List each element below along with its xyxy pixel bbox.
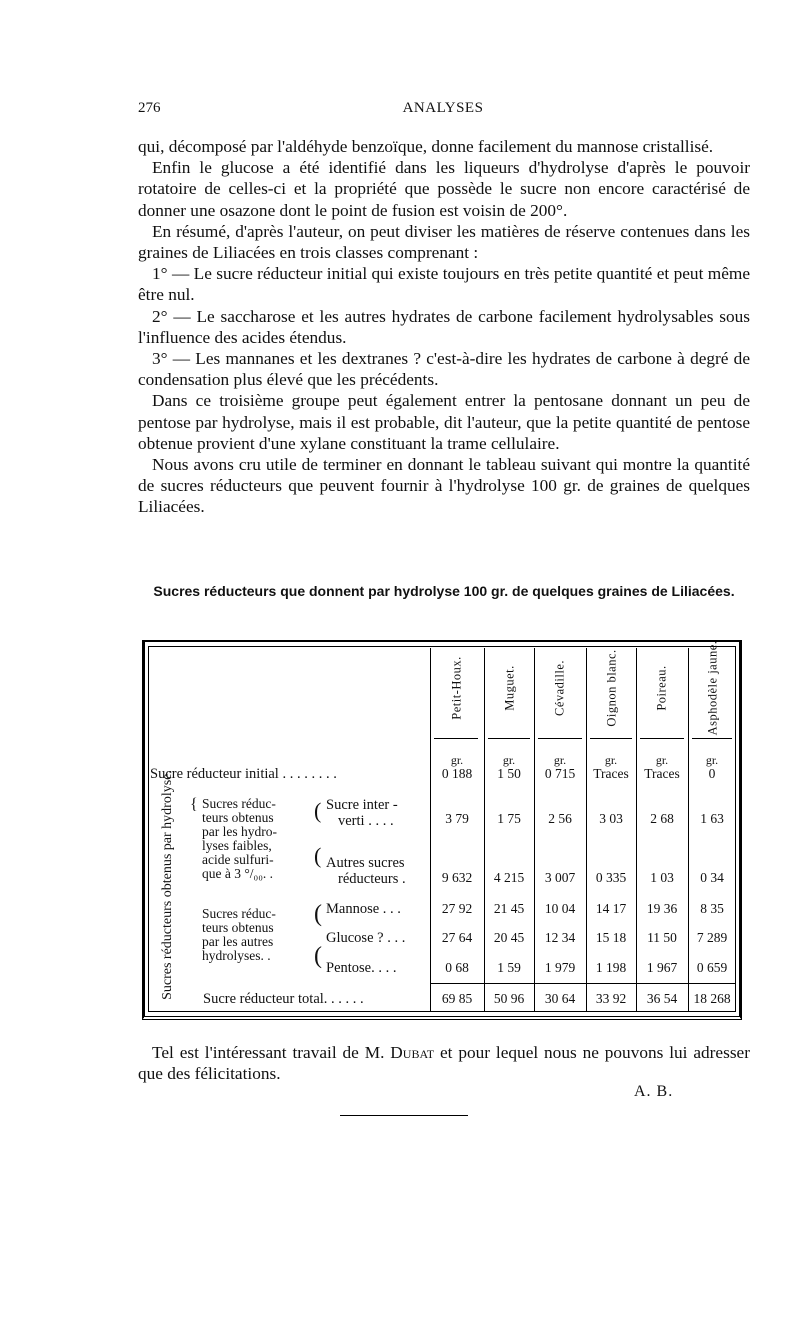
column-header: Asphodèle jaune. — [705, 640, 720, 736]
unit-label: gr. — [450, 753, 464, 767]
paragraph: Dans ce troisième groupe peut également entrer la pentosane donnant un peu de pentose par hydrolyse, mais il est probable, dit l'auteur, que la petite quantité de pentose obtenue provient d'une xylane constituant la trame cellulaire. — [138, 391, 750, 453]
label-strong: Sucres réduc- — [202, 906, 276, 921]
header-underline — [488, 738, 530, 739]
header-underline — [538, 738, 582, 739]
header-underline — [590, 738, 632, 739]
paragraph: Nous avons cru utile de terminer en donnant le tableau suivant qui montre la quantité de sucres réducteurs que peuvent fournir à l'hydrolyse 100 gr. de graines de quelques Liliacées. — [138, 455, 750, 517]
table-cell: 50 96 — [493, 991, 525, 1006]
table-cell: 1 967 — [646, 960, 678, 975]
label-weak: teurs obtenus — [202, 810, 274, 825]
brace: ( — [314, 843, 322, 868]
table-cell: 1 63 — [700, 811, 724, 826]
table-caption: Sucres réducteurs que donnent par hydrolyse 100 gr. de quelques graines de Liliacées. — [153, 583, 735, 599]
body-text — [138, 136, 750, 518]
table-cell: 0 335 — [595, 870, 627, 885]
unit-label: gr. — [553, 753, 567, 767]
table-cell: 27 92 — [441, 901, 473, 916]
row-label-initial: Sucre réducteur initial . . . . . . . . — [150, 766, 337, 782]
unit-label: gr. — [705, 753, 719, 767]
running-header — [138, 100, 748, 122]
header-underline — [434, 738, 478, 739]
running-title: ANALYSES — [402, 100, 484, 116]
table-cell: 4 215 — [493, 870, 525, 885]
label-weak: que à 3 °/₀₀. . — [202, 866, 274, 881]
brace: ( — [314, 901, 322, 927]
table-cell: 3 007 — [544, 870, 576, 885]
unit-label: gr. — [502, 753, 516, 767]
label-other: Autres sucres — [326, 855, 405, 871]
header-underline — [692, 738, 732, 739]
table-cell: 1 03 — [650, 870, 674, 885]
column-divider — [430, 648, 431, 1012]
label-strong: par les autres — [202, 934, 274, 949]
brace: { — [190, 796, 198, 813]
column-header: Poireau. — [654, 665, 669, 711]
table-cell: 69 85 — [441, 991, 473, 1006]
table-cell: 21 45 — [493, 901, 525, 916]
label-weak: Sucres réduc- — [202, 796, 276, 811]
table-cell: 1 198 — [595, 960, 627, 975]
row-label-total: Sucre réducteur total. . . . . . — [203, 991, 364, 1007]
table-cell: 14 17 — [595, 901, 627, 916]
table-cell: Traces — [593, 766, 629, 781]
table-cell: 0 188 — [441, 766, 473, 781]
table-cell: 11 50 — [647, 930, 677, 945]
total-separator — [430, 983, 735, 984]
label-weak: acide sulfuri- — [202, 852, 274, 867]
table-cell: 3 03 — [599, 811, 623, 826]
label-pentose: Pentose. . . . — [326, 960, 397, 976]
label-weak: par les hydro- — [202, 824, 277, 839]
table-cell: 3 79 — [445, 811, 469, 826]
column-header: Petit-Houx. — [449, 656, 464, 720]
table-cell: 1 59 — [497, 960, 521, 975]
table-cell: 15 18 — [595, 930, 627, 945]
paragraph: qui, décomposé par l'aldéhyde benzoïque, donne facilement du mannose cristallisé. — [138, 137, 714, 156]
table-cell: 30 64 — [544, 991, 576, 1006]
group-label-vertical: Sucres réducteurs obtenus par hydrolyse. — [160, 770, 175, 1000]
table-cell: 9 632 — [441, 870, 473, 885]
header-underline — [640, 738, 684, 739]
table-cell: 36 54 — [646, 991, 678, 1006]
page-number: 276 — [138, 100, 161, 116]
paragraph: En résumé, d'après l'auteur, on peut diviser les matières de réserve contenues dans les graines de Liliacées en trois classes comprenant : — [138, 221, 750, 263]
table-cell: 1 50 — [497, 766, 521, 781]
table-cell: 1 75 — [497, 811, 521, 826]
table-cell: 10 04 — [544, 901, 576, 916]
unit-label: gr. — [604, 753, 618, 767]
table-cell: 0 715 — [544, 766, 576, 781]
paragraph: Enfin le glucose a été identifié dans les liqueurs d'hydrolyse d'après le pouvoir rotatoire de celles-ci et la propriété que possède le sucre non encore caractérisé de donner une osazone dont le point de fusion est voisin de 200°. — [138, 158, 750, 220]
unit-label: gr. — [655, 753, 669, 767]
label-weak: lyses faibles, — [202, 838, 272, 853]
label-mannose: Mannose . . . — [326, 901, 401, 917]
table-cell: 33 92 — [595, 991, 627, 1006]
brace: ( — [314, 943, 322, 969]
label-other: réducteurs . — [338, 871, 406, 887]
table-cell: 2 56 — [548, 811, 572, 826]
brace: ( — [314, 798, 322, 823]
label-strong: hydrolyses. . — [202, 948, 271, 963]
table-cell: 0 659 — [696, 960, 728, 975]
author-name: Dubat — [390, 1043, 435, 1062]
table-cell: 8 35 — [700, 901, 724, 916]
table-cell: 12 34 — [544, 930, 576, 945]
label-invert: verti . . . . — [338, 813, 394, 829]
column-header: Muguet. — [502, 665, 517, 711]
table-cell: 2 68 — [650, 811, 674, 826]
signature: A. B. — [634, 1083, 674, 1100]
column-header: Oignon blanc. — [604, 649, 619, 727]
label-invert: Sucre inter - — [326, 797, 398, 813]
label-strong: teurs obtenus — [202, 920, 274, 935]
table-cell: 27 64 — [441, 930, 473, 945]
table-cell: 7 289 — [696, 930, 728, 945]
column-header: Cévadille. — [552, 659, 567, 717]
table-cell: Traces — [644, 766, 680, 781]
table-cell: 19 36 — [646, 901, 678, 916]
closing-rule — [340, 1115, 468, 1116]
table-cell: 0 — [708, 766, 716, 781]
paragraph: 2° — Le saccharose et les autres hydrates de carbone facilement hydrolysables sous l'influence des acides étendus. — [138, 306, 750, 347]
table-cell: 1 979 — [544, 960, 576, 975]
table-cell: 18 268 — [693, 991, 731, 1006]
table-cell: 0 34 — [700, 870, 724, 885]
paragraph: 1° — Le sucre réducteur initial qui existe toujours en très petite quantité et peut même être nul. — [138, 264, 750, 305]
paragraph: 3° — Les mannanes et les dextranes ? c'est-à-dire les hydrates de carbone à degré de condensation plus élevé que les précédents. — [138, 349, 750, 390]
closing-paragraph: Tel est l'intéressant travail de M. Dubat et pour lequel nous ne pouvons lui adresser que des félicitations. — [138, 1043, 750, 1084]
table-cell: 20 45 — [493, 930, 525, 945]
label-glucose: Glucose ? . . . — [326, 930, 406, 946]
table-cell: 0 68 — [445, 960, 469, 975]
